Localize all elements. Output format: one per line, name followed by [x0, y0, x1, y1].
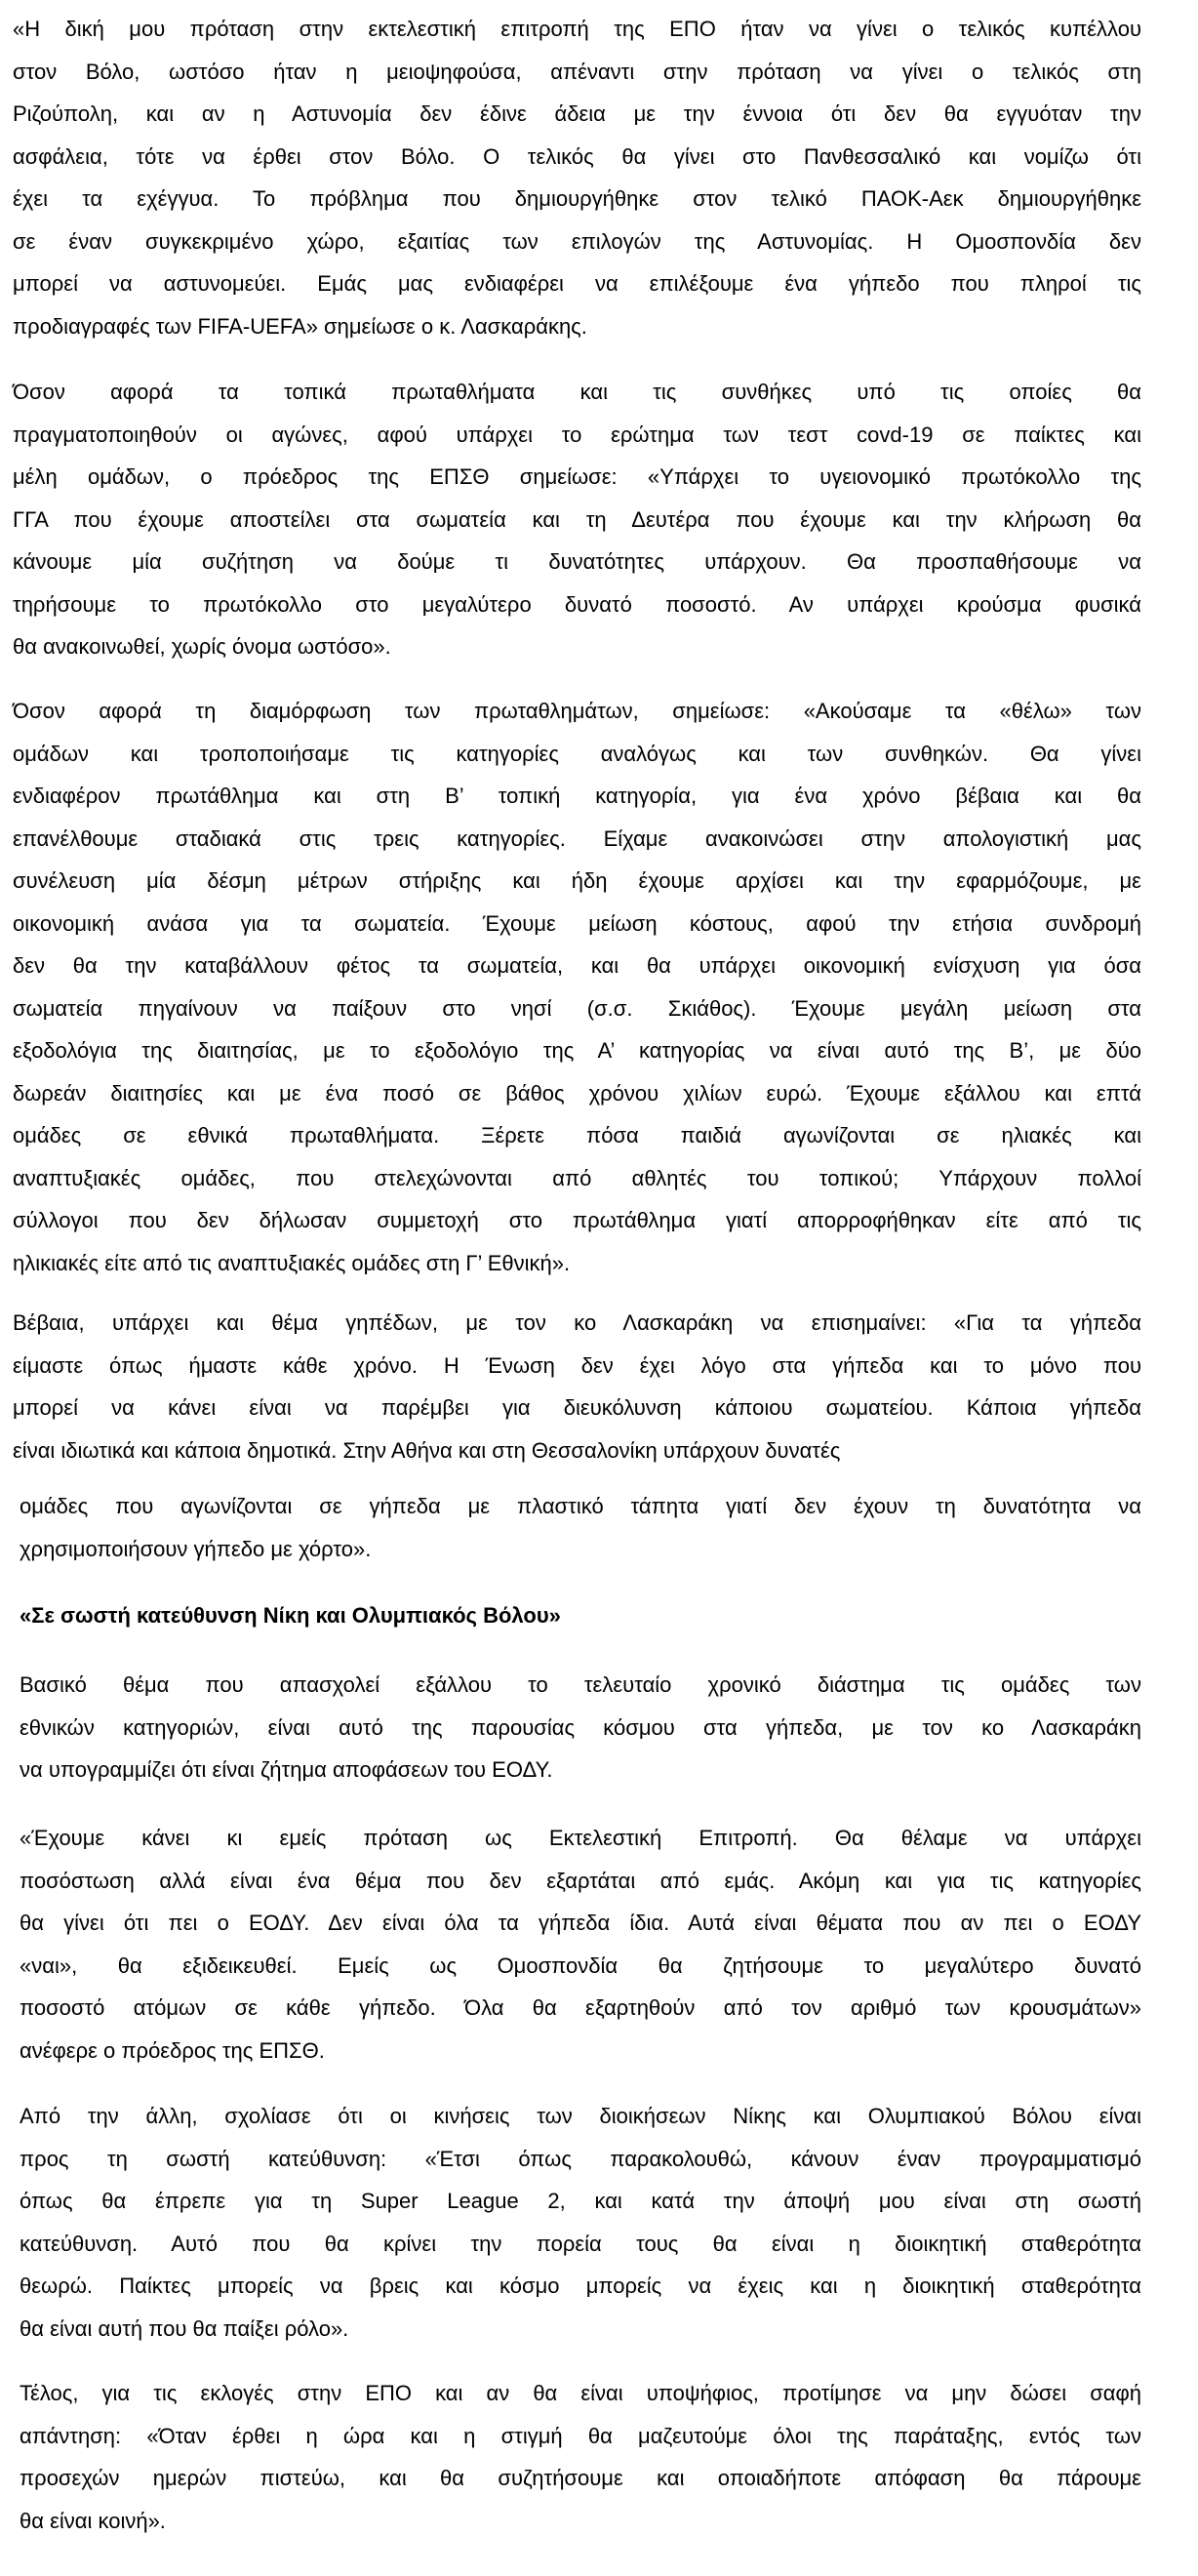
text-line: είμαστε όπως ήμαστε κάθε χρόνο. Η Ένωση δεν έχει λόγο στα γήπεδα και το μόνο που: [13, 1352, 1141, 1378]
paragraph-championship-format: [13, 690, 1141, 1284]
text-line: ηλικιακές είτε από τις αναπτυξιακές ομάδες στη Γ’ Εθνική».: [13, 1250, 571, 1275]
text-line: δωρεάν διαιτησίες και με ένα ποσό σε βάθος χρόνου χιλίων ευρώ. Έχουμε εξάλλου και επτά: [13, 1080, 1141, 1106]
text-line: στον Βόλο, ωστόσο ήταν η μειοψηφούσα, απέναντι στην πρόταση να γίνει ο τελικός στη: [13, 59, 1141, 84]
text-line: σύλλογοι που δεν δήλωσαν συμμετοχή στο πρωτάθλημα γιατί απορροφήθηκαν είτε από τις: [13, 1208, 1141, 1232]
paragraph-epo-cup-final: [13, 8, 1141, 347]
section-subheading: [20, 1594, 1141, 1637]
text-line: έχει τα εχέγγυα. Το πρόβλημα που δημιουργήθηκε στον τελικό ΠΑΟΚ-Αεκ δημιουργήθηκε: [13, 186, 1141, 211]
text-line: μέλη ομάδων, ο πρόεδρος της ΕΠΣΘ σημείωσε: «Υπάρχει το υγειονομικό πρωτόκολλο της: [13, 464, 1141, 489]
paragraph-stadiums-continued: [20, 1485, 1141, 1570]
text-line: μπορεί να κάνει είναι να παρέμβει για διευκόλυνση κάποιου σωματείου. Κάποια γήπεδα: [13, 1395, 1141, 1420]
text-line: κάνουμε μία συζήτηση να δούμε τι δυνατότητες υπάρχουν. Θα προσπαθήσουμε να: [13, 549, 1141, 574]
text-line: συνέλευση μία δέσμη μέτρων στήριξης και ήδη έχουμε αρχίσει και την εφαρμόζουμε, με: [13, 868, 1141, 893]
text-line: σε έναν συγκεκριμένο χώρο, εξαιτίας των επιλογών της Αστυνομίας. Η Ομοσπονδία δεν: [13, 228, 1141, 254]
text-line: ομάδων και τροποποιήσαμε τις κατηγορίες αναλόγως και των συνθηκών. Θα γίνει: [13, 741, 1141, 766]
text-line: θα είναι αυτή που θα παίξει ρόλο».: [20, 2315, 349, 2341]
text-line: επανέλθουμε σταδιακά στις τρεις κατηγορίες. Είχαμε ανακοινώσει στην απολογιστική μας: [13, 825, 1141, 851]
text-line: Όσον αφορά τη διαμόρφωση των πρωταθλημάτων, σημείωσε: «Ακούσαμε τα «θέλω» των: [13, 699, 1141, 723]
text-line: αναπτυξιακές ομάδες, που στελεχώνονται από αθλητές του τοπικού; Υπάρχουν πολλοί: [13, 1165, 1141, 1190]
text-line: πραγματοποιηθούν οι αγώνες, αφού υπάρχει το ερώτημα των τεστ covd-19 σε παίκτες και: [13, 422, 1141, 447]
text-line: «Σε σωστή κατεύθυνση Νίκη και Ολυμπιακός Βόλου»: [20, 1603, 561, 1628]
text-line: ποσοστό ατόμων σε κάθε γήπεδο. Όλα θα εξαρτηθούν από τον αριθμό των κρουσμάτων»: [20, 1995, 1141, 2020]
text-line: ομάδες που αγωνίζονται σε γήπεδα με πλαστικό τάπητα γιατί δεν έχουν τη δυνατότητα να: [20, 1494, 1141, 1518]
paragraph-niki-olympiakos: [20, 2095, 1141, 2350]
text-line: ανέφερε ο πρόεδρος της ΕΠΣΘ.: [20, 2037, 325, 2063]
text-line: Από την άλλη, σχολίασε ότι οι κινήσεις των διοικήσεων Νίκης και Ολυμπιακού Βόλου είναι: [20, 2104, 1141, 2128]
text-line: κατεύθυνση. Αυτό που θα κρίνει την πορεία τους θα είναι η διοικητική σταθερότητα: [20, 2231, 1141, 2256]
text-line: ενδιαφέρον πρωτάθλημα και στη Β’ τοπική κατηγορία, για ένα χρόνο βέβαια και θα: [13, 784, 1141, 808]
text-line: εθνικών κατηγοριών, είναι αυτό της παρουσίας κόσμου στα γήπεδα, με τον κο Λασκαράκη: [20, 1714, 1141, 1740]
text-line: θα ανακοινωθεί, χωρίς όνομα ωστόσο».: [13, 634, 391, 659]
text-line: θα γίνει ότι πει ο ΕΟΔΥ. Δεν είναι όλα τα γήπεδα ίδια. Αυτά είναι θέματα που αν πει ο ΕΟΔΥ: [20, 1911, 1141, 1935]
text-line: θεωρώ. Παίκτες μπορείς να βρεις και κόσμο μπορείς να έχεις και η διοικητική σταθερότητα: [20, 2274, 1141, 2298]
text-line: ΓΓΑ που έχουμε αποστείλει στα σωματεία και τη Δευτέρα που έχουμε και την κλήρωση θα: [13, 506, 1141, 532]
text-line: δεν θα την καταβάλλουν φέτος τα σωματεία, και θα υπάρχει οικονομική ενίσχυση για όσα: [13, 953, 1141, 978]
paragraph-executive-committee-quote: [20, 1817, 1141, 2072]
text-line: «ναι», θα εξιδεικευθεί. Εμείς ως Ομοσπονδία θα ζητήσουμε το μεγαλύτερο δυνατό: [20, 1952, 1141, 1978]
text-line: Όσον αφορά τα τοπικά πρωταθλήματα και τις συνθήκες υπό τις οποίες θα: [13, 380, 1141, 404]
text-line: σωματεία πηγαίνουν να παίξουν στο νησί (σ.σ. Σκιάθος). Έχουμε μεγάλη μείωση στα: [13, 995, 1141, 1021]
text-line: μπορεί να αστυνομεύει. Εμάς μας ενδιαφέρει να επιλέξουμε ένα γήπεδο που πληροί τις: [13, 271, 1141, 296]
paragraph-fan-attendance: [20, 1664, 1141, 1791]
text-line: «Η δική μου πρόταση στην εκτελεστική επιτροπή της ΕΠΟ ήταν να γίνει ο τελικός κυπέλλου: [13, 17, 1141, 41]
text-line: ποσόστωση αλλά είναι ένα θέμα που δεν εξαρτάται από εμάς. Ακόμη και για τις κατηγορίες: [20, 1868, 1141, 1893]
paragraph-epo-elections: [20, 2372, 1141, 2542]
text-line: «Έχουμε κάνει κι εμείς πρόταση ως Εκτελεστική Επιτροπή. Θα θέλαμε να υπάρχει: [20, 1826, 1141, 1850]
text-line: ασφάλεια, τότε να έρθει στον Βόλο. Ο τελικός θα γίνει στο Πανθεσσαλικό και νομίζω ότι: [13, 143, 1141, 169]
text-line: προδιαγραφές των FIFA-UEFA» σημείωσε ο κ. Λασκαράκης.: [13, 313, 587, 339]
text-line: ομάδες σε εθνικά πρωταθλήματα. Ξέρετε πόσα παιδιά αγωνίζονται σε ηλιακές και: [13, 1123, 1141, 1147]
text-line: χρησιμοποιήσουν γήπεδο με χόρτο».: [20, 1536, 372, 1561]
text-line: θα είναι κοινή».: [20, 2508, 166, 2533]
paragraph-local-championships: [13, 371, 1141, 668]
text-line: Βασικό θέμα που απασχολεί εξάλλου το τελευταίο χρονικό διάστημα τις ομάδες των: [20, 1672, 1141, 1697]
paragraph-stadiums: [13, 1302, 1141, 1471]
text-line: Βέβαια, υπάρχει και θέμα γηπέδων, με τον κο Λασκαράκη να επισημαίνει: «Για τα γήπεδα: [13, 1310, 1141, 1335]
text-line: Ριζούπολη, και αν η Αστυνομία δεν έδινε άδεια με την έννοια ότι δεν θα εγγυόταν την: [13, 101, 1141, 126]
text-line: προσεχών ημερών πιστεύω, και θα συζητήσουμε και οποιαδήποτε απόφαση θα πάρουμε: [20, 2466, 1141, 2490]
text-line: προς τη σωστή κατεύθυνση: «Έτσι όπως παρακολουθώ, κάνουν έναν προγραμματισμό: [20, 2146, 1141, 2171]
text-line: είναι ιδιωτικά και κάποια δημοτικά. Στην Αθήνα και στη Θεσσαλονίκη υπάρχουν δυνατές: [13, 1437, 841, 1463]
text-line: να υπογραμμίζει ότι είναι ζήτημα αποφάσεων του ΕΟΔΥ.: [20, 1757, 553, 1782]
text-line: όπως θα έπρεπε για τη Super League 2, και κατά την άποψή μου είναι στη σωστή: [20, 2189, 1141, 2213]
text-line: απάντηση: «Όταν έρθει η ώρα και η στιγμή θα μαζευτούμε όλοι της παράταξης, εντός των: [20, 2423, 1141, 2448]
text-line: τηρήσουμε το πρωτόκολλο στο μεγαλύτερο δυνατό ποσοστό. Αν υπάρχει κρούσμα φυσικά: [13, 591, 1141, 617]
text-line: οικονομική ανάσα για τα σωματεία. Έχουμε μείωση κόστους, αφού την ετήσια συνδρομή: [13, 910, 1141, 936]
text-line: εξοδολόγια της διαιτησίας, με το εξοδολόγιο της Α’ κατηγορίας να είναι αυτό της Β’, με δύο: [13, 1038, 1141, 1063]
text-line: Τέλος, για τις εκλογές στην ΕΠΟ και αν θα είναι υποψήφιος, προτίμησε να μην δώσει σαφή: [20, 2381, 1141, 2405]
